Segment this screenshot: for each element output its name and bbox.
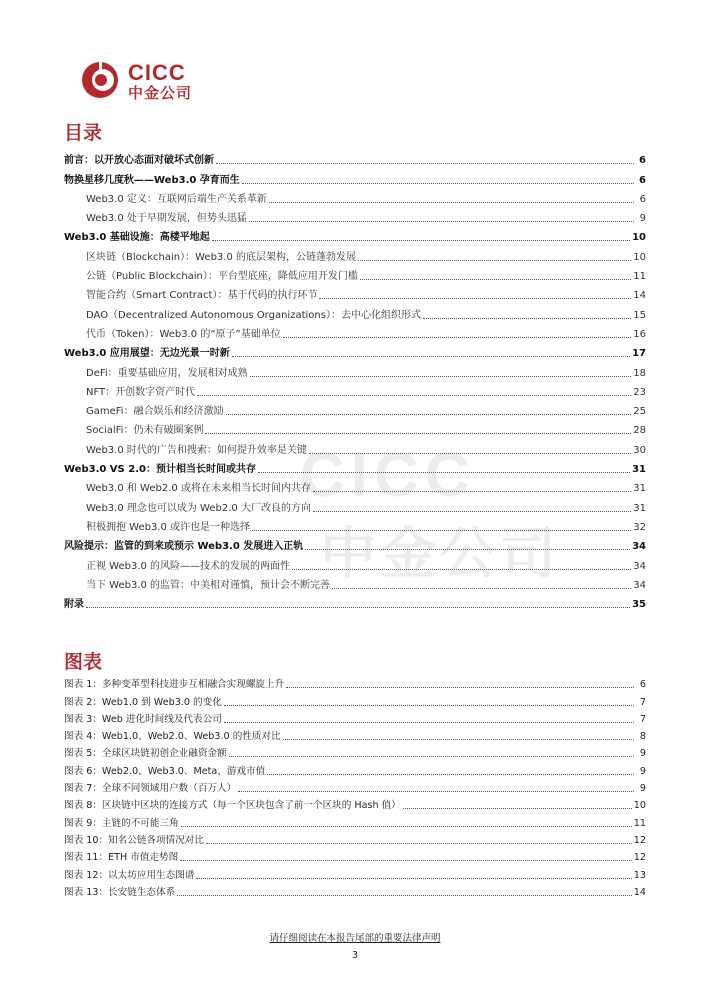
- dot-leader: [229, 756, 634, 757]
- entry-title: 图表 10：知名公链各项情况对比: [64, 834, 204, 846]
- dot-leader: [423, 318, 631, 319]
- entry-page-number: 18: [633, 367, 646, 379]
- figure-list-entry[interactable]: [64, 864, 646, 881]
- entry-title: Web3.0 处于早期发展，但势头迅猛: [86, 213, 247, 225]
- entry-page-number: 13: [633, 869, 646, 881]
- entry-title: 图表 13：长安链生态体系: [64, 886, 176, 898]
- logo-text-cn: 中金公司: [128, 84, 193, 102]
- toc-section-entry[interactable]: [64, 380, 646, 399]
- entry-page-number: 6: [639, 155, 646, 167]
- toc-section-entry[interactable]: [64, 573, 646, 592]
- dot-leader: [181, 826, 632, 827]
- entry-title: 正视 Web3.0 的风险——技术的发展的两面性: [86, 560, 291, 572]
- entry-title: 图表 4：Web1.0、Web2.0、Web3.0 的性质对比: [64, 731, 281, 743]
- entry-title: 图表 3：Web 进化时间线及代表公司: [64, 713, 222, 725]
- page-number: 3: [351, 950, 359, 961]
- toc-section-entry[interactable]: [64, 264, 646, 283]
- dot-leader: [212, 240, 630, 241]
- dot-leader: [258, 472, 630, 473]
- dot-leader: [86, 607, 630, 608]
- table-of-contents: [64, 148, 646, 611]
- entry-page-number: 11: [633, 817, 646, 829]
- entry-title: Web3.0 理念也可以成为 Web2.0 大厂改良的方向: [86, 502, 311, 514]
- entry-title: 附录: [64, 599, 84, 611]
- figure-list-entry[interactable]: [64, 709, 646, 726]
- entry-page-number: 17: [632, 348, 646, 360]
- entry-title: 区块链（Blockchain）：Web3.0 的底层架构，公链蓬勃发展: [86, 251, 357, 263]
- list-of-figures: [64, 674, 646, 899]
- dot-leader: [196, 878, 631, 879]
- watermark-cn: 中金公司: [320, 522, 560, 587]
- entry-title: 图表 2：Web1.0 到 Web3.0 的变化: [64, 696, 222, 708]
- toc-chapter-entry[interactable]: [64, 148, 646, 167]
- toc-section-entry[interactable]: [64, 495, 646, 514]
- dot-leader: [249, 221, 634, 222]
- dot-leader: [332, 588, 631, 589]
- entry-title: 当下 Web3.0 的监管：中美相对谨慎，预计会不断完善: [86, 579, 331, 591]
- dot-leader: [197, 395, 631, 396]
- legal-notice: 请仔细阅读在本报告尾部的重要法律声明: [269, 933, 441, 944]
- entry-page-number: 34: [632, 541, 646, 553]
- entry-title: Web3.0 VS 2.0：预计相当长时间或共存: [64, 464, 256, 476]
- figure-list-entry[interactable]: [64, 882, 646, 899]
- dot-leader: [313, 491, 631, 492]
- dot-leader: [250, 376, 632, 377]
- entry-page-number: 14: [633, 290, 646, 302]
- page-footer: [0, 930, 710, 961]
- entry-title: Web3.0 基础设施：高楼平地起: [64, 232, 210, 244]
- entry-page-number: 30: [633, 444, 646, 456]
- entry-title: 公链（Public Blockchain）：平台型底座，降低应用开发门槛: [86, 271, 358, 283]
- toc-chapter-entry[interactable]: [64, 167, 646, 186]
- entry-page-number: 10: [633, 251, 646, 263]
- toc-section-entry[interactable]: [64, 399, 646, 418]
- entry-page-number: 31: [632, 464, 646, 476]
- entry-page-number: 10: [632, 232, 646, 244]
- figure-list-entry[interactable]: [64, 674, 646, 691]
- entry-title: 前言：以开放心态面对破坏式创新: [64, 155, 214, 167]
- entry-title: 风险提示：监管的到来或预示 Web3.0 发展进入正轨: [64, 541, 304, 553]
- dot-leader: [286, 687, 634, 688]
- entry-page-number: 10: [633, 800, 646, 812]
- entry-page-number: 9: [639, 213, 646, 225]
- figure-list-entry[interactable]: [64, 760, 646, 777]
- toc-chapter-entry[interactable]: [64, 225, 646, 244]
- figure-list-entry[interactable]: [64, 847, 646, 864]
- dot-leader: [283, 337, 632, 338]
- entry-title: NFT：开创数字资产时代: [86, 386, 196, 398]
- entry-page-number: 11: [633, 271, 646, 283]
- entry-page-number: 9: [639, 783, 646, 795]
- entry-page-number: 28: [633, 425, 646, 437]
- entry-title: Web3.0 应用展望：无边光景一时新: [64, 348, 230, 360]
- entry-page-number: 12: [633, 834, 646, 846]
- dot-leader: [216, 163, 634, 164]
- logo-text-en: CICC: [128, 60, 186, 85]
- toc-section-entry[interactable]: [64, 476, 646, 495]
- toc-section-entry[interactable]: [64, 360, 646, 379]
- figures-title: 图表: [64, 651, 103, 673]
- entry-title: Web3.0 时代的广告和搜索：如何提升效率是关键: [86, 444, 307, 456]
- figure-list-entry[interactable]: [64, 830, 646, 847]
- figure-list-entry[interactable]: [64, 812, 646, 829]
- entry-title: 智能合约（Smart Contract）：基于代码的执行环节: [86, 290, 318, 302]
- entry-page-number: 6: [639, 193, 646, 205]
- figure-list-entry[interactable]: [64, 795, 646, 812]
- entry-title: 图表 6：Web2.0、Web3.0、Meta、游戏市值: [64, 765, 266, 777]
- toc-section-entry[interactable]: [64, 437, 646, 456]
- toc-chapter-entry[interactable]: [64, 592, 646, 611]
- entry-page-number: 31: [633, 483, 646, 495]
- dot-leader: [238, 791, 634, 792]
- toc-chapter-entry[interactable]: [64, 457, 646, 476]
- dot-leader: [319, 298, 631, 299]
- toc-section-entry[interactable]: [64, 418, 646, 437]
- watermark-en: CICC: [300, 441, 476, 510]
- toc-section-entry[interactable]: [64, 515, 646, 534]
- entry-page-number: 7: [639, 713, 646, 725]
- dot-leader: [309, 453, 631, 454]
- entry-page-number: 7: [639, 696, 646, 708]
- dot-leader: [224, 705, 634, 706]
- figure-list-entry[interactable]: [64, 778, 646, 795]
- toc-section-entry[interactable]: [64, 244, 646, 263]
- dot-leader: [224, 722, 634, 723]
- toc-section-entry[interactable]: [64, 553, 646, 572]
- entry-title: SocialFi：仍未有破圈案例: [86, 425, 204, 437]
- entry-title: 图表 11：ETH 市值走势图: [64, 852, 179, 864]
- toc-title: 目录: [64, 122, 103, 144]
- dot-leader: [205, 433, 631, 434]
- entry-page-number: 9: [639, 748, 646, 760]
- entry-title: 积极拥抱 Web3.0 或许也是一种选择: [86, 521, 251, 533]
- entry-page-number: 6: [639, 679, 646, 691]
- dot-leader: [313, 511, 631, 512]
- entry-page-number: 6: [639, 174, 646, 186]
- cicc-logo: [80, 60, 280, 102]
- dot-leader: [180, 860, 632, 861]
- entry-title: GameFi：融合娱乐和经济激励: [86, 406, 224, 418]
- toc-section-entry[interactable]: [64, 283, 646, 302]
- entry-title: Web3.0 定义：互联网后端生产关系革新: [86, 193, 267, 205]
- entry-page-number: 15: [633, 309, 646, 321]
- entry-title: Web3.0 和 Web2.0 或将在未来相当长时间内共存: [86, 483, 311, 495]
- toc-section-entry[interactable]: [64, 322, 646, 341]
- dot-leader: [283, 739, 634, 740]
- entry-title: 图表 8：区块链中区块的连接方式（每一个区块包含了前一个区块的 Hash 值）: [64, 800, 401, 812]
- entry-page-number: 32: [633, 521, 646, 533]
- dot-leader: [252, 530, 631, 531]
- dot-leader: [305, 549, 630, 550]
- toc-section-entry[interactable]: [64, 206, 646, 225]
- entry-page-number: 23: [633, 386, 646, 398]
- entry-title: 代币（Token）：Web3.0 的“原子”基础单位: [86, 328, 281, 340]
- entry-title: 物换星移几度秋——Web3.0 孕育而生: [64, 174, 240, 186]
- dot-leader: [232, 356, 630, 357]
- dot-leader: [269, 202, 634, 203]
- dot-leader: [292, 569, 631, 570]
- dot-leader: [206, 843, 632, 844]
- entry-page-number: 16: [633, 328, 646, 340]
- toc-section-entry[interactable]: [64, 302, 646, 321]
- entry-page-number: 31: [633, 502, 646, 514]
- dot-leader: [267, 774, 634, 775]
- entry-title: 图表 9：主链的不可能三角: [64, 817, 179, 829]
- entry-title: 图表 12：以太坊应用生态图谱: [64, 869, 195, 881]
- entry-page-number: 34: [633, 560, 646, 572]
- dot-leader: [360, 279, 631, 280]
- entry-page-number: 34: [633, 579, 646, 591]
- dot-leader: [403, 808, 632, 809]
- figure-list-entry[interactable]: [64, 726, 646, 743]
- dot-leader: [358, 260, 631, 261]
- entry-title: 图表 7：全球不同领域用户数（百万人）: [64, 783, 237, 795]
- cicc-emblem-icon: [80, 60, 120, 100]
- dot-leader: [177, 895, 632, 896]
- entry-page-number: 25: [633, 406, 646, 418]
- entry-title: 图表 1：多种变革型科技进步互相融合实现螺旋上升: [64, 679, 285, 691]
- entry-title: 图表 5：全球区块链初创企业融资金额: [64, 748, 227, 760]
- toc-chapter-entry[interactable]: [64, 534, 646, 553]
- entry-title: DAO（Decentralized Autonomous Organizations）：去中心化组织形式: [86, 309, 421, 321]
- entry-title: DeFi：重要基础应用，发展相对成熟: [86, 367, 248, 379]
- toc-section-entry[interactable]: [64, 187, 646, 206]
- toc-chapter-entry[interactable]: [64, 341, 646, 360]
- entry-page-number: 8: [639, 731, 646, 743]
- entry-page-number: 12: [633, 852, 646, 864]
- dot-leader: [226, 414, 632, 415]
- entry-page-number: 9: [639, 765, 646, 777]
- figure-list-entry[interactable]: [64, 743, 646, 760]
- entry-page-number: 14: [633, 886, 646, 898]
- figure-list-entry[interactable]: [64, 691, 646, 708]
- dot-leader: [242, 183, 634, 184]
- entry-page-number: 35: [632, 599, 646, 611]
